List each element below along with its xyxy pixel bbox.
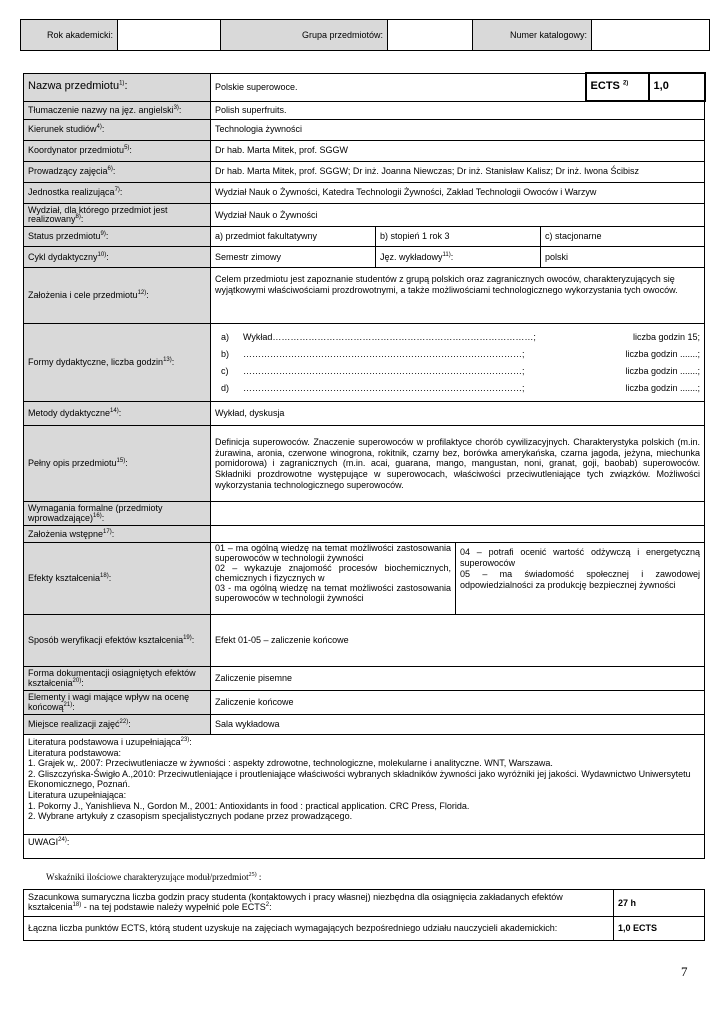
page-number: 7 — [681, 964, 688, 979]
row-miejsce — [24, 715, 705, 735]
grupa-value[interactable] — [388, 20, 473, 51]
numer-value[interactable] — [592, 20, 710, 51]
metody-label: Metody dydaktyczne$^{14)}$: — [24, 402, 211, 426]
formy-item: a) Wykład……………………………………………………………………………; liczba godzin 15; — [221, 331, 701, 342]
wskazniki-label: Wskaźniki ilościowe charakteryzujące moduł/przedmiot$^{25)}$ : — [46, 872, 262, 882]
row-metody — [24, 402, 705, 426]
kierunek-value: Technologia żywności — [211, 119, 705, 140]
status-c: c) stacjonarne — [541, 227, 705, 247]
row-sposob — [24, 615, 705, 667]
nazwa-label: Nazwa przedmiotu$^{1)}$: — [24, 73, 211, 101]
koordynator-value: Dr hab. Marta Mitek, prof. SGGW — [211, 140, 705, 161]
ects-label: ECTS $^{2)}$ — [586, 73, 649, 101]
jezyk-label: Jęz. wykładowy$^{11)}$: — [376, 247, 541, 268]
row-status — [24, 227, 705, 247]
summary-hours-value: 27 h — [614, 890, 705, 917]
main-table — [23, 72, 706, 859]
opis-label: Pełny opis przedmiotu$^{15)}$: — [24, 426, 211, 502]
summary-ects-value: 1,0 ECTS — [614, 917, 705, 941]
elementy-label: Elementy i wagi mające wpływ na ocenę końcową$^{21)}$: — [24, 691, 211, 715]
row-uwagi — [24, 835, 705, 859]
row-koordynator — [24, 140, 705, 161]
formy-item: c) …………………………………………………………………………………; liczba godzin .......; — [221, 365, 701, 376]
literatura-line: Literatura uzupełniająca: — [28, 790, 127, 801]
metody-value: Wykład, dyskusja — [211, 402, 705, 426]
kierunek-label: Kierunek studiów$^{4)}$: — [24, 119, 211, 140]
row-efekty — [24, 543, 705, 615]
forma-dok-label: Forma dokumentacji osiągniętych efektów kształcenia$^{20)}$: — [24, 667, 211, 691]
tlumaczenie-value: Polish superfruits. — [211, 101, 705, 119]
jezyk-value: polski — [541, 247, 705, 268]
row-literatura — [24, 735, 705, 835]
formy-list — [211, 324, 705, 402]
status-b: b) stopień 1 rok 3 — [376, 227, 541, 247]
uwagi-cell: UWAGI$^{24)}$: — [24, 835, 705, 859]
summary-ects-label: Łączna liczba punktów ECTS, którą student uzyskuje na zajęciach wymagających bezpośredniego udziału nauczycieli akademickich: — [24, 917, 614, 941]
miejsce-value: Sala wykładowa — [211, 715, 705, 735]
tlumaczenie-label: Tłumaczenie nazwy na jęz. angielski$^{3)}$: — [24, 101, 211, 119]
row-wymagania — [24, 502, 705, 526]
header-table — [20, 19, 710, 51]
miejsce-label: Miejsce realizacji zajęć$^{22)}$: — [24, 715, 211, 735]
sposob-value: Efekt 01-05 – zaliczenie końcowe — [211, 615, 705, 667]
row-elementy — [24, 691, 705, 715]
row-cykl — [24, 247, 705, 268]
forma-dok-value: Zaliczenie pisemne — [211, 667, 705, 691]
literatura-cell — [24, 735, 705, 835]
nazwa-value: Polskie superowoce. — [211, 73, 586, 101]
row-forma-dok — [24, 667, 705, 691]
prowadzacy-value: Dr hab. Marta Mitek, prof. SGGW; Dr inż. Joanna Niewczas; Dr inż. Stanisław Kalisz; Dr inż. Iwona Ścibisz — [211, 161, 705, 182]
efekty-right: 04 – potrafi ocenić wartość odżywczą i energetyczną superowoców 05 – ma świadomość społecznej i zawodowej odpowiedzialności za produkcję bezpiecznej żywności — [456, 543, 705, 615]
wstepne-label: Założenia wstępne$^{17)}$: — [24, 526, 211, 543]
grupa-label: Grupa przedmiotów: — [221, 20, 388, 51]
status-label: Status przedmiotu$^{9)}$: — [24, 227, 211, 247]
literatura-line: 2. Wybrane artykuły z czasopism specjalistycznych podane przez prowadzącego. — [28, 811, 353, 822]
jednostka-value: Wydział Nauk o Żywności, Katedra Technologii Żywności, Zakład Technologii Owoców i Warzyw — [211, 182, 705, 203]
literatura-line: 1. Pokorny J., Yanishlieva N., Gordon M., 2001: Antioxidants in food : practical application. CRC Press, Florida. — [28, 800, 470, 811]
cykl-label: Cykl dydaktyczny$^{10)}$: — [24, 247, 211, 268]
row-wydzial — [24, 203, 705, 227]
formy-item: b) …………………………………………………………………………………; liczba godzin .......; — [221, 348, 701, 359]
formy-label: Formy dydaktyczne, liczba godzin$^{13)}$: — [24, 324, 211, 402]
opis-value: Definicja superowoców. Znaczenie superowoców w profilaktyce chorób cywilizacyjnych. Charakterystyka polskich (m.in. żurawina, aronia, czerwone winogrona, rokitnik, czarny bez, borówka amerykańska, czarna jagoda, jeżyna, miechunka pomidorowa) i zagranicznych (m.in. acai, guarana, mango, mangustan, noni, granat, goji, baobab) superowoców. Składniki prozdrowotne występujące w superowocach, właściwości przeciwutleniające tych związków. Możliwości wykorzystania technologicznego superowoców. — [211, 426, 705, 502]
cykl-value: Semestr zimowy — [211, 247, 376, 268]
row-tlumaczenie — [24, 101, 705, 119]
row-zalozenia — [24, 268, 705, 324]
numer-label: Numer katalogowy: — [473, 20, 592, 51]
row-jednostka — [24, 182, 705, 203]
ects-value: 1,0 — [649, 73, 705, 101]
rok-label: Rok akademicki: — [21, 20, 118, 51]
wymagania-value — [211, 502, 705, 526]
prowadzacy-label: Prowadzący zajęcia$^{6)}$: — [24, 161, 211, 182]
wydzial-label: Wydział, dla którego przedmiot jest realizowany$^{8)}$: — [24, 203, 211, 227]
koordynator-label: Koordynator przedmiotu$^{5)}$: — [24, 140, 211, 161]
wstepne-value — [211, 526, 705, 543]
summary-row-ects — [24, 917, 705, 941]
summary-row-hours — [24, 890, 705, 917]
row-nazwa — [24, 73, 705, 101]
wymagania-label: Wymagania formalne (przedmioty wprowadzające)$^{16)}$: — [24, 502, 211, 526]
zalozenia-value: Celem przedmiotu jest zapoznanie studentów z grupą polskich oraz zagranicznych owoców, charakteryzujących się wyjątkowymi właściwościami prozdrowotnymi, a także możliwościami technologicznego wykorzystania tych owoców. — [211, 268, 705, 324]
formy-item: d) …………………………………………………………………………………; liczba godzin .......; — [221, 382, 701, 393]
row-kierunek — [24, 119, 705, 140]
elementy-value: Zaliczenie końcowe — [211, 691, 705, 715]
rok-value[interactable] — [118, 20, 221, 51]
row-prowadzacy — [24, 161, 705, 182]
jednostka-label: Jednostka realizująca$^{7)}$: — [24, 182, 211, 203]
row-formy — [24, 324, 705, 402]
row-wstepne — [24, 526, 705, 543]
summary-table — [23, 889, 705, 941]
efekty-left: 01 – ma ogólną wiedzę na temat możliwości zastosowania superowoców w technologii żywności 02 – wykazuje znajomość procesów biochemicznych, chemicznych i fizycznych w 03 - ma ogólną wiedzę na temat możliwości zastosowania superowoców w technologii żywności — [211, 543, 456, 615]
efekty-label: Efekty kształcenia$^{18)}$: — [24, 543, 211, 615]
wydzial-value: Wydział Nauk o Żywności — [211, 203, 705, 227]
literatura-label: Literatura podstawowa i uzupełniająca$^{23)}$: — [28, 737, 192, 747]
status-a: a) przedmiot fakultatywny — [211, 227, 376, 247]
literatura-line: Literatura podstawowa: — [28, 747, 122, 758]
sposob-label: Sposób weryfikacji efektów kształcenia$^{19)}$: — [24, 615, 211, 667]
literatura-line: 1. Grajek w,. 2007: Przeciwutleniacze w żywności : aspekty zdrowotne, technologiczne, molekularne i analityczne. WNT, Warszawa. — [28, 758, 553, 769]
summary-hours-label: Szacunkowa sumaryczna liczba godzin pracy studenta (kontaktowych i pracy własnej) niezbędna dla osiągnięcia zakładanych efektów kształcenia$^{18)}$ - na tej podstawie należy wypełnić pole ECTS$^2$: — [24, 890, 614, 917]
literatura-line: 2. Gliszczyńska-Świgło A.,2010: Przeciwutleniające i proutleniające właściwości wybranych składników żywności jako wyróżniki jej jakości. Wydawnictwo Uniwersytetu Ekonomicznego, Poznań. — [28, 768, 691, 790]
zalozenia-label: Założenia i cele przedmiotu$^{12)}$: — [24, 268, 211, 324]
row-opis — [24, 426, 705, 502]
